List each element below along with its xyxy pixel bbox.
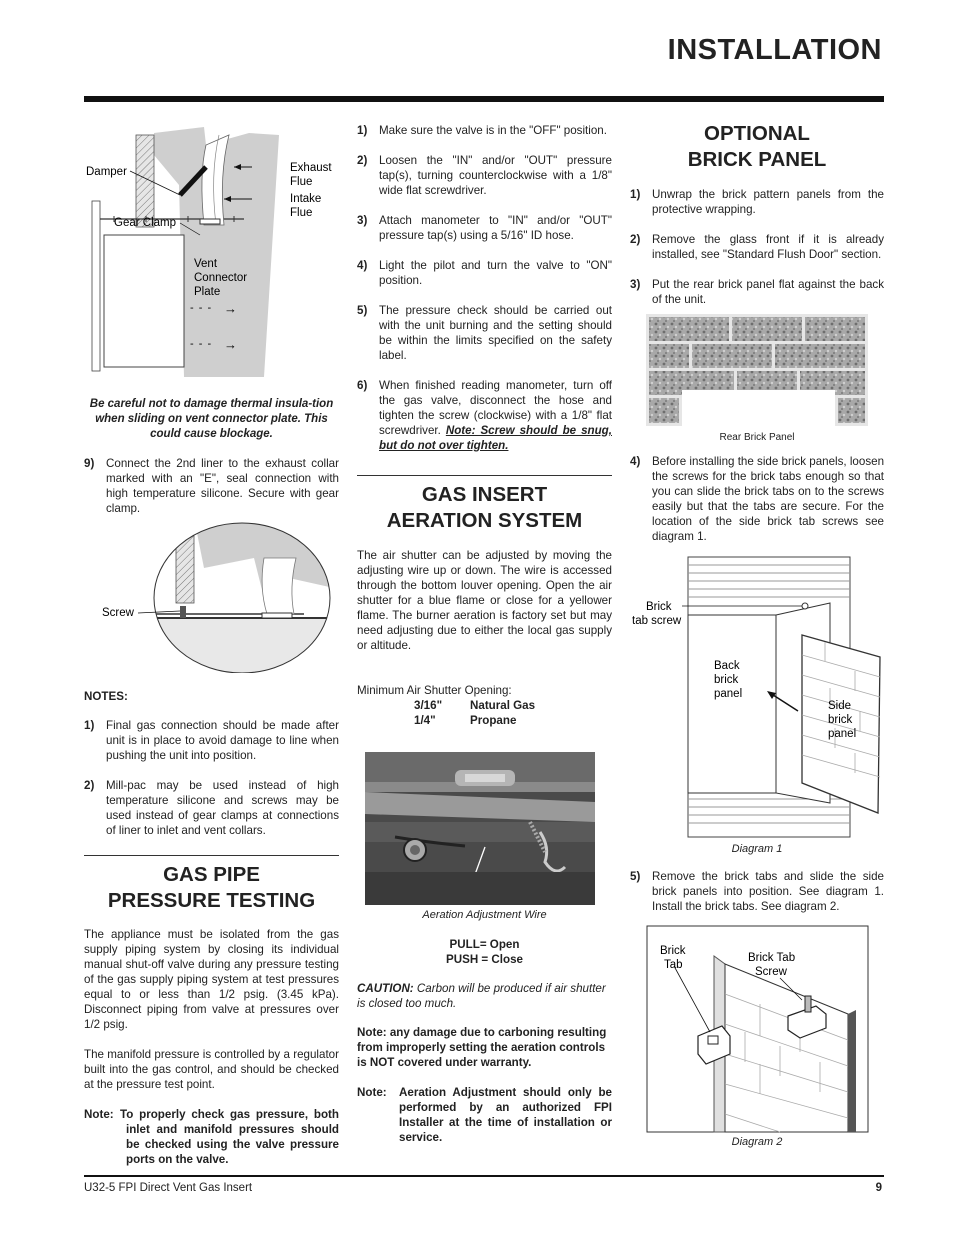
header-rule	[84, 96, 884, 102]
thermal-insulation-warning: Be careful not to damage thermal insula-tion when sliding on vent connector plate. This could cause blockage.	[89, 398, 334, 440]
diagram-2	[630, 924, 884, 1134]
label-back: Back	[714, 660, 740, 672]
label-back-panel: panel	[714, 688, 743, 700]
label-damper: Damper	[86, 166, 127, 178]
step-1: 1) Make sure the valve is in the "OFF" position.	[357, 124, 607, 137]
page-title: INSTALLATION	[667, 34, 882, 66]
svg-text:- - -: - - -	[190, 338, 213, 350]
label-intake-flue: Flue	[290, 207, 313, 219]
svg-text:- - -: - - -	[190, 302, 213, 314]
diagram-1	[630, 553, 884, 848]
label-connector: Connector	[194, 272, 248, 284]
opening-row: 1/4" Propane	[414, 714, 517, 727]
label-brick: Brick	[646, 601, 672, 613]
column-right	[630, 121, 884, 1150]
brick-step-5: 5) Remove the brick tabs and slide the side brick panels into position. See diagram 1. Install the brick tabs. See diagram 2.	[630, 870, 884, 913]
opening-row: 3/16" Natural Gas	[414, 699, 536, 712]
label-exhaust: Exhaust	[290, 162, 332, 174]
label-side-brick: brick	[828, 714, 853, 726]
section-title-gas-pipe: GAS PIPE PRESSURE TESTING	[107, 863, 316, 912]
diagram-2-caption: Diagram 2	[731, 1136, 783, 1148]
label-gear-clamp: Gear Clamp	[114, 217, 176, 229]
vent-connector-diagram	[84, 115, 339, 377]
label-intake: Intake	[290, 193, 322, 205]
aeration-paragraph: The air shutter can be adjusted by moving the adjusting wire up or down. The wire is accessed through the bottom louver opening. Open the air shutter for a blue flame or close for a yellower flame. The burner aeration is factory set but may need adjusting due to either the local gas supply or altitude.	[357, 549, 612, 652]
notes-title: NOTES:	[84, 690, 128, 703]
label-screw: Screw	[102, 607, 134, 619]
screw-snug-note: Note: Screw should be snug, but do not over tighten.	[379, 424, 612, 452]
section-divider	[84, 855, 339, 856]
label-exhaust-flue: Flue	[290, 176, 313, 188]
isolation-paragraph: The appliance must be isolated from the gas supply piping system by closing its individual manual shut-off valve during any pressure testing of the gas supply piping system at test pressures equal to or less than 1/2 psig. (3.45 kPa). Disconnect piping from valve at pressures over 1/2 psig.	[84, 928, 339, 1031]
step-3: 3) Attach manometer to "IN" and/or "OUT" pressure tap(s) using a 5/16" ID hose.	[357, 214, 612, 242]
label-side: Side	[828, 700, 852, 712]
column-left	[84, 115, 339, 1167]
note-2: 2) Mill-pac may be used instead of high temperature silicone and screws may be used instead of gear clamps at connections of liner to inlet and vent collars.	[84, 779, 339, 837]
svg-text:→: →	[224, 301, 237, 316]
aeration-wire-photo	[365, 752, 595, 905]
manifold-paragraph: The manifold pressure is controlled by a regulator built into the gas control, and should be checked at the pressure test point.	[84, 1048, 339, 1091]
screw-diagram	[84, 518, 339, 673]
label-side-panel: panel	[828, 728, 857, 740]
label-plate: Plate	[194, 286, 221, 298]
section-title-brick: OPTIONAL BRICK PANEL	[687, 122, 827, 171]
min-opening-label: Minimum Air Shutter Opening:	[357, 684, 512, 697]
label-brick-d2: Brick	[660, 945, 686, 957]
label-back-brick: brick	[714, 674, 739, 686]
label-vent: Vent	[194, 258, 218, 270]
page-number: 9	[875, 1182, 882, 1194]
label-tab-screw: tab screw	[632, 615, 682, 627]
label-brick-tab: Brick Tab	[748, 952, 796, 964]
step-2: 2) Loosen the "IN" and/or "OUT" pressure tap(s), turning counterclockwise with a 1/8" wide flat screwdriver.	[357, 154, 612, 197]
label-brick-tab-screw: Screw	[755, 966, 787, 978]
brick-step-1: 1) Unwrap the brick pattern panels from the protective wrapping.	[630, 188, 884, 216]
label-tab-d2: Tab	[664, 959, 683, 971]
photo-caption: Aeration Adjustment Wire	[422, 909, 547, 921]
column-middle	[357, 123, 612, 1145]
section-title-aeration: GAS INSERT AERATION SYSTEM	[386, 483, 583, 532]
footer-rule	[84, 1175, 884, 1177]
caution: CAUTION: Carbon will be produced if air shutter is closed too much.	[357, 982, 606, 1010]
diagram-1-caption: Diagram 1	[731, 843, 783, 855]
brick-step-4: 4) Before installing the side brick panels, loosen the screws for the brick tabs enough so that you can slide the brick tabs on to the screws easily but that the tabs are secure. For the location of the side brick tab screws see diagram 1.	[630, 455, 885, 543]
brick-step-3: 3) Put the rear brick panel flat against the back of the unit.	[630, 278, 884, 306]
step-9: 9) Connect the 2nd liner to the exhaust collar marked with an "E", seal connection with high temperature silicone. Secure with gear clamp.	[84, 457, 339, 515]
push-close: PUSH = Close	[446, 953, 523, 966]
brick-step-2: 2) Remove the glass front if it is already installed, see "Standard Flush Door" section.	[630, 233, 884, 261]
svg-text:→: →	[224, 337, 237, 352]
aeration-note: Note: Aeration Adjustment should only be performed by an authorized FPI Installer at the time of installation or service.	[357, 1086, 612, 1144]
step-4: 4) Light the pilot and turn the valve to "ON" position.	[357, 259, 612, 287]
pull-open: PULL= Open	[449, 938, 520, 951]
section-divider	[357, 475, 612, 476]
rear-brick-caption: Rear Brick Panel	[719, 432, 795, 443]
pressure-note: Note: To properly check gas pressure, both inlet and manifold pressures should be checked using the valve pressure ports on the valve.	[84, 1108, 339, 1166]
note-1: 1) Final gas connection should be made after unit is in place to avoid damage to line when pushing the unit into position.	[84, 719, 339, 762]
rear-brick-panel-image	[646, 314, 868, 426]
step-5: 5) The pressure check should be carried out with the unit burning and the setting should be within the limits specified on the safety label.	[357, 304, 612, 362]
step-6: 6) When finished reading manometer, turn off the gas valve, disconnect the hose and tighten the screw (clockwise) with a 1/8" flat screwdriver. Note: Screw should be snug, but do not over tighten.	[357, 379, 612, 452]
carboning-note: Note: any damage due to carboning resulting from improperly setting the aeration controls is NOT covered under warranty.	[357, 1026, 607, 1069]
document-title: U32-5 FPI Direct Vent Gas Insert	[84, 1182, 253, 1194]
